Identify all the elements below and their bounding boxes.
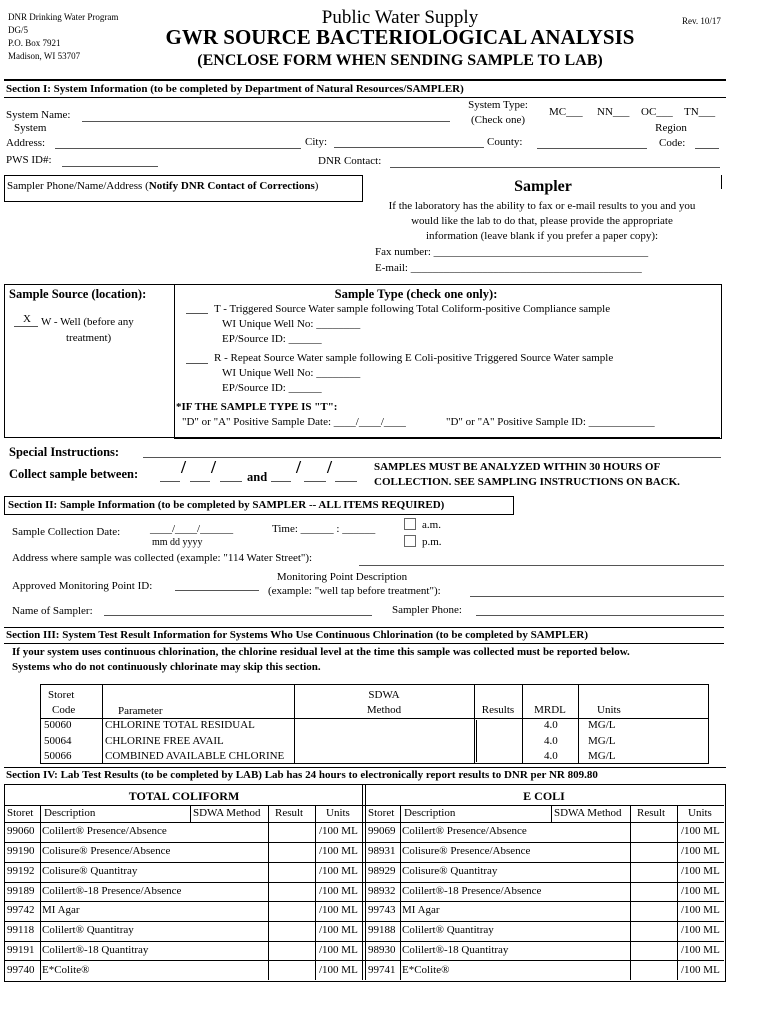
t-ep-source[interactable]: EP/Source ID: ______ <box>222 333 322 345</box>
section-2-heading: Section II: Sample Information (to be completed by SAMPLER -- ALL ITEMS REQUIRED) <box>8 499 445 511</box>
tc-description: Colisure® Presence/Absence <box>42 845 171 857</box>
sampler-phone-field[interactable] <box>476 615 724 616</box>
t-wi-unique[interactable]: WI Unique Well No: ________ <box>222 318 361 330</box>
if-t-note: *IF THE SAMPLE TYPE IS "T": <box>176 401 338 413</box>
tc-storet: 99060 <box>7 825 35 837</box>
collection-time-field[interactable]: Time: ______ : ______ <box>272 523 376 535</box>
analysis-notice: COLLECTION. SEE SAMPLING INSTRUCTIONS ON BACK. <box>374 476 680 488</box>
mrdl: 4.0 <box>544 719 558 731</box>
sampler-text: information (leave blank if you prefer a paper copy): <box>425 230 659 242</box>
monitoring-point-id-field[interactable] <box>175 590 259 591</box>
analysis-notice: SAMPLES MUST BE ANALYZED WITHIN 30 HOURS OF <box>374 461 661 473</box>
storet-code: 50060 <box>44 719 72 731</box>
tc-description: Colilert®-18 Presence/Absence <box>42 885 182 897</box>
date-slash: / <box>327 457 333 477</box>
collection-date-field[interactable]: ____/____/______ <box>150 523 234 535</box>
page-title-3: (ENCLOSE FORM WHEN SENDING SAMPLE TO LAB) <box>197 52 603 69</box>
tc-description: E*Colite® <box>42 964 90 976</box>
tc-storet: 99192 <box>7 865 35 877</box>
city-label: City: <box>305 136 328 148</box>
tc-units: /100 ML <box>319 904 358 916</box>
ec-storet: 98931 <box>368 845 396 857</box>
sampler-name-field[interactable] <box>104 615 372 616</box>
collect-end-dd[interactable] <box>304 481 326 482</box>
tc-description: Colilert® Presence/Absence <box>42 825 167 837</box>
ec-units: /100 ML <box>681 944 720 956</box>
ec-storet: 99188 <box>368 924 396 936</box>
address-label: Address: <box>6 137 46 149</box>
agency-line: DNR Drinking Water Program <box>8 12 119 22</box>
tc-description: Colisure® Quantitray <box>42 865 138 877</box>
region-code-label: Code: <box>659 137 686 149</box>
total-coliform-title: TOTAL COLIFORM <box>128 789 240 803</box>
date-slash: / <box>296 457 302 477</box>
tc-storet: 99189 <box>7 885 35 897</box>
page-title-1: Public Water Supply <box>321 7 479 28</box>
parameter: CHLORINE TOTAL RESIDUAL <box>105 719 255 731</box>
ec-col-result: Result <box>637 807 666 819</box>
col-units: Units <box>597 704 621 716</box>
revision: Rev. 10/17 <box>682 16 721 26</box>
section-3-note: If your system uses continuous chlorination, the chlorine residual level at the time this sample was collected must be reported below. <box>12 646 630 658</box>
tc-col-result: Result <box>275 807 304 819</box>
ec-description: Colilert®-18 Presence/Absence <box>402 885 542 897</box>
special-instructions-label: Special Instructions: <box>9 445 120 459</box>
tc-col-sdwa: SDWA Method <box>193 807 261 819</box>
system-type-label: System Type: <box>468 99 528 111</box>
ec-units: /100 ML <box>681 825 720 837</box>
storet-code: 50064 <box>44 735 72 747</box>
pm-label: p.m. <box>422 536 442 548</box>
type-r-line: R - Repeat Source Water sample following E Coli-positive Triggered Source Water sample <box>214 352 614 364</box>
sample-source-mark[interactable]: X <box>23 313 31 325</box>
collect-between-label: Collect sample between: <box>9 467 139 481</box>
tc-units: /100 ML <box>319 825 358 837</box>
section-3-heading: Section III: System Test Result Information for Systems Who Use Continuous Chlorination (to be completed by SAMPLER) <box>6 629 589 641</box>
agency-line: DG/5 <box>8 25 28 35</box>
tc-description: Colilert® Quantitray <box>42 924 134 936</box>
sample-source-label: Sample Source (location): <box>9 287 147 301</box>
ec-storet: 99069 <box>368 825 396 837</box>
tc-col-storet: Storet <box>7 807 34 819</box>
collect-end-mm[interactable] <box>271 481 291 482</box>
type-mc[interactable]: MC___ <box>549 106 583 118</box>
system-name-field[interactable] <box>82 121 450 122</box>
sampler-text: would like the lab to do that, please provide the appropriate <box>411 215 673 227</box>
system-label: System <box>14 122 47 134</box>
col-code: Code <box>52 704 76 716</box>
section-3-note: Systems who do not continuously chlorinate may skip this section. <box>12 661 321 673</box>
sampler-name-label: Name of Sampler: <box>12 605 93 617</box>
city-field[interactable] <box>334 147 484 148</box>
tc-col-description: Description <box>44 807 96 819</box>
mrdl: 4.0 <box>544 750 558 762</box>
pws-id-label: PWS ID#: <box>6 154 52 166</box>
am-label: a.m. <box>422 519 441 531</box>
ec-description: Colilert® Quantitray <box>402 924 494 936</box>
mrdl: 4.0 <box>544 735 558 747</box>
type-r-checkbox[interactable] <box>186 363 208 364</box>
units: MG/L <box>588 750 616 762</box>
parameter: COMBINED AVAILABLE CHLORINE <box>105 750 285 762</box>
ec-units: /100 ML <box>681 924 720 936</box>
and-label: and <box>247 470 268 484</box>
ec-storet: 98932 <box>368 885 396 897</box>
check-one-label: (Check one) <box>470 114 526 126</box>
sampler-phone-label: Sampler Phone/Name/Address (Notify DNR Contact of Corrections) <box>7 180 319 192</box>
type-t-line: T - Triggered Source Water sample following Total Coliform-positive Compliance sample <box>214 303 611 315</box>
tc-units: /100 ML <box>319 924 358 936</box>
collect-start-dd[interactable] <box>190 481 210 482</box>
type-t-checkbox[interactable] <box>186 313 208 314</box>
col-storet: Storet <box>48 689 75 701</box>
am-checkbox[interactable] <box>404 518 416 530</box>
date-slash: / <box>211 457 217 477</box>
ec-description: E*Colite® <box>402 964 450 976</box>
ec-units: /100 ML <box>681 845 720 857</box>
address-field[interactable] <box>55 148 301 149</box>
sample-source-well: treatment) <box>66 332 112 344</box>
sampler-text: If the laboratory has the ability to fax or e-mail results to you and you <box>388 200 696 212</box>
date-slash: / <box>181 457 187 477</box>
page-title-2: GWR SOURCE BACTERIOLOGICAL ANALYSIS <box>165 25 635 49</box>
agency-line: P.O. Box 7921 <box>8 38 61 48</box>
sample-source-well: W - Well (before any <box>41 316 134 328</box>
ec-description: Colisure® Quantitray <box>402 865 498 877</box>
col-mrdl: MRDL <box>534 704 566 716</box>
collection-date-label: Sample Collection Date: <box>12 526 121 538</box>
ec-col-units: Units <box>688 807 712 819</box>
tc-units: /100 ML <box>319 885 358 897</box>
address-collected-label: Address where sample was collected (example: "114 Water Street"): <box>12 552 313 564</box>
ec-units: /100 ML <box>681 904 720 916</box>
monitoring-point-id-label: Approved Monitoring Point ID: <box>12 580 153 592</box>
tc-description: Colilert®-18 Quantitray <box>42 944 149 956</box>
special-instructions-field[interactable] <box>143 457 721 458</box>
email-field[interactable]: E-mail: __________________________________________ <box>375 262 642 274</box>
tc-units: /100 ML <box>319 845 358 857</box>
positive-date-field[interactable]: "D" or "A" Positive Sample Date: ____/____/____ <box>182 416 406 428</box>
collect-end-yy[interactable] <box>335 481 357 482</box>
r-ep-source[interactable]: EP/Source ID: ______ <box>222 382 322 394</box>
tc-storet: 99191 <box>7 944 35 956</box>
positive-id-field[interactable]: "D" or "A" Positive Sample ID: ____________ <box>446 416 655 428</box>
sampler-phone-label-2: Sampler Phone: <box>392 604 462 616</box>
ec-col-sdwa: SDWA Method <box>554 807 622 819</box>
ec-storet: 98930 <box>368 944 396 956</box>
tc-units: /100 ML <box>319 865 358 877</box>
ec-storet: 99743 <box>368 904 396 916</box>
ec-units: /100 ML <box>681 964 720 976</box>
tc-storet: 99118 <box>7 924 35 936</box>
system-name-label: System Name: <box>6 109 71 121</box>
region-code-field[interactable] <box>695 148 719 149</box>
type-oc[interactable]: OC___ <box>641 106 673 118</box>
ec-description: Colisure® Presence/Absence <box>402 845 531 857</box>
ec-description: Colilert® Presence/Absence <box>402 825 527 837</box>
sample-type-label: Sample Type (check one only): <box>334 287 498 301</box>
county-field[interactable] <box>537 148 647 149</box>
dnr-contact-field[interactable] <box>390 167 720 168</box>
pws-id-field[interactable] <box>62 166 158 167</box>
date-format-hint: mm dd yyyy <box>152 537 203 548</box>
dnr-contact-label: DNR Contact: <box>318 155 382 167</box>
ecoli-title: E COLI <box>523 789 565 803</box>
pm-checkbox[interactable] <box>404 535 416 547</box>
ec-units: /100 ML <box>681 885 720 897</box>
tc-units: /100 ML <box>319 964 358 976</box>
tc-units: /100 ML <box>319 944 358 956</box>
agency-line: Madison, WI 53707 <box>8 51 81 61</box>
ec-units: /100 ML <box>681 865 720 877</box>
address-collected-field[interactable] <box>359 565 724 566</box>
sampler-title: Sampler <box>514 178 572 195</box>
ec-storet: 98929 <box>368 865 396 877</box>
section-1-heading: Section I: System Information (to be completed by Department of Natural Resources/SAMPLER) <box>6 83 464 95</box>
region-label: Region <box>655 122 687 134</box>
tc-col-units: Units <box>326 807 350 819</box>
tc-storet: 99740 <box>7 964 35 976</box>
county-label: County: <box>487 136 523 148</box>
r-wi-unique[interactable]: WI Unique Well No: ________ <box>222 367 361 379</box>
mp-description-field[interactable] <box>470 596 724 597</box>
ec-description: Colilert®-18 Quantitray <box>402 944 509 956</box>
type-nn[interactable]: NN___ <box>597 106 630 118</box>
tc-storet: 99742 <box>7 904 35 916</box>
units: MG/L <box>588 719 616 731</box>
tc-description: MI Agar <box>42 904 80 916</box>
section-4-heading: Section IV: Lab Test Results (to be completed by LAB) Lab has 24 hours to electronically report results to DNR per NR 809.80 <box>6 769 598 781</box>
ec-description: MI Agar <box>402 904 440 916</box>
ec-storet: 99741 <box>368 964 396 976</box>
sample-source-box <box>4 284 175 438</box>
storet-code: 50066 <box>44 750 72 762</box>
fax-number-field[interactable]: Fax number: _______________________________________ <box>375 246 649 258</box>
collect-start-yy[interactable] <box>220 481 242 482</box>
ec-col-storet: Storet <box>368 807 395 819</box>
units: MG/L <box>588 735 616 747</box>
type-tn[interactable]: TN___ <box>684 106 716 118</box>
parameter: CHLORINE FREE AVAIL <box>105 735 224 747</box>
ec-col-description: Description <box>404 807 456 819</box>
col-parameter: Parameter <box>118 705 163 717</box>
tc-storet: 99190 <box>7 845 35 857</box>
mp-description-label: Monitoring Point Description <box>276 571 408 583</box>
collect-start-mm[interactable] <box>160 481 180 482</box>
col-sdwa: SDWA <box>368 689 400 701</box>
mp-description-example: (example: "well tap before treatment"): <box>268 585 441 597</box>
col-results: Results <box>481 704 515 716</box>
results-input-area[interactable] <box>476 720 477 762</box>
col-method: Method <box>366 704 402 716</box>
